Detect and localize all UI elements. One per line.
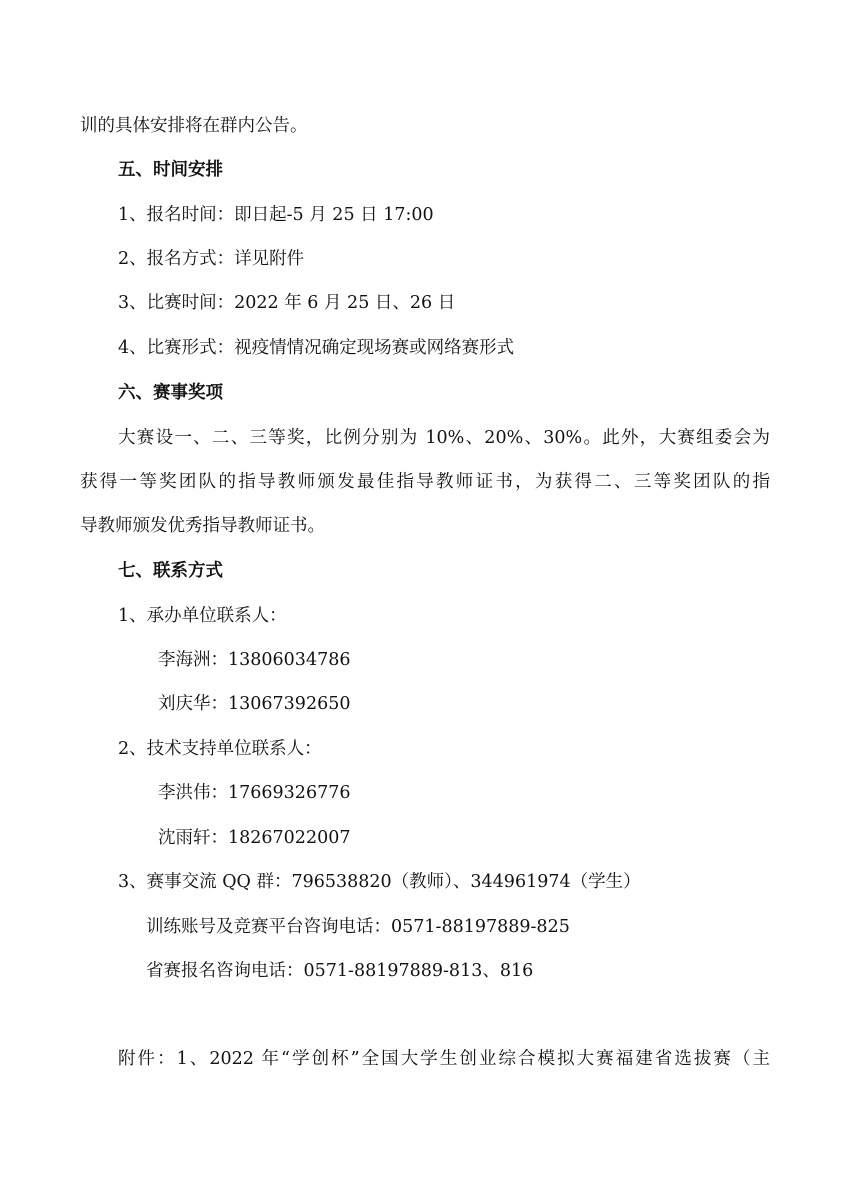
competition-format: 4、比赛形式：视疫情情况确定现场赛或网络赛形式 xyxy=(118,338,515,358)
registration-phone-line: 省赛报名咨询电话：0571-88197889-813、816 xyxy=(146,961,534,981)
awards-paragraph-line-3: 导教师颁发优秀指导教师证书。 xyxy=(80,516,325,536)
awards-paragraph-line-2: 获得一等奖团队的指导教师颁发最佳指导教师证书，为获得二、三等奖团队的指 xyxy=(80,472,770,492)
continuation-text: 训的具体安排将在群内公告。 xyxy=(80,116,308,136)
organizer-contact-label: 1、承办单位联系人： xyxy=(118,606,287,626)
tech-contact-2: 沈雨轩：18267022007 xyxy=(158,828,351,848)
registration-method: 2、报名方式：详见附件 xyxy=(118,249,305,269)
qq-group-line: 3、赛事交流 QQ 群：796538820（教师）、344961974（学生） xyxy=(118,872,641,892)
section-6-heading: 六、赛事奖项 xyxy=(118,383,223,403)
organizer-contact-1: 李海洲：13806034786 xyxy=(158,650,351,670)
organizer-contact-2: 刘庆华：13067392650 xyxy=(158,694,351,714)
registration-time: 1、报名时间：即日起-5 月 25 日 17:00 xyxy=(118,205,434,225)
tech-contact-1: 李洪伟：17669326776 xyxy=(158,783,351,803)
awards-paragraph-line-1: 大赛设一、二、三等奖，比例分别为 10%、20%、30%。此外，大赛组委会为 xyxy=(118,428,770,448)
competition-time: 3、比赛时间：2022 年 6 月 25 日、26 日 xyxy=(118,293,456,313)
section-5-heading: 五、时间安排 xyxy=(118,160,223,180)
section-7-heading: 七、联系方式 xyxy=(118,561,223,581)
attachment-line: 附件：1、2022 年“学创杯”全国大学生创业综合模拟大赛福建省选拔赛（主 xyxy=(118,1049,770,1069)
tech-contact-label: 2、技术支持单位联系人： xyxy=(118,739,322,759)
training-phone-line: 训练账号及竞赛平台咨询电话：0571-88197889-825 xyxy=(146,917,570,937)
